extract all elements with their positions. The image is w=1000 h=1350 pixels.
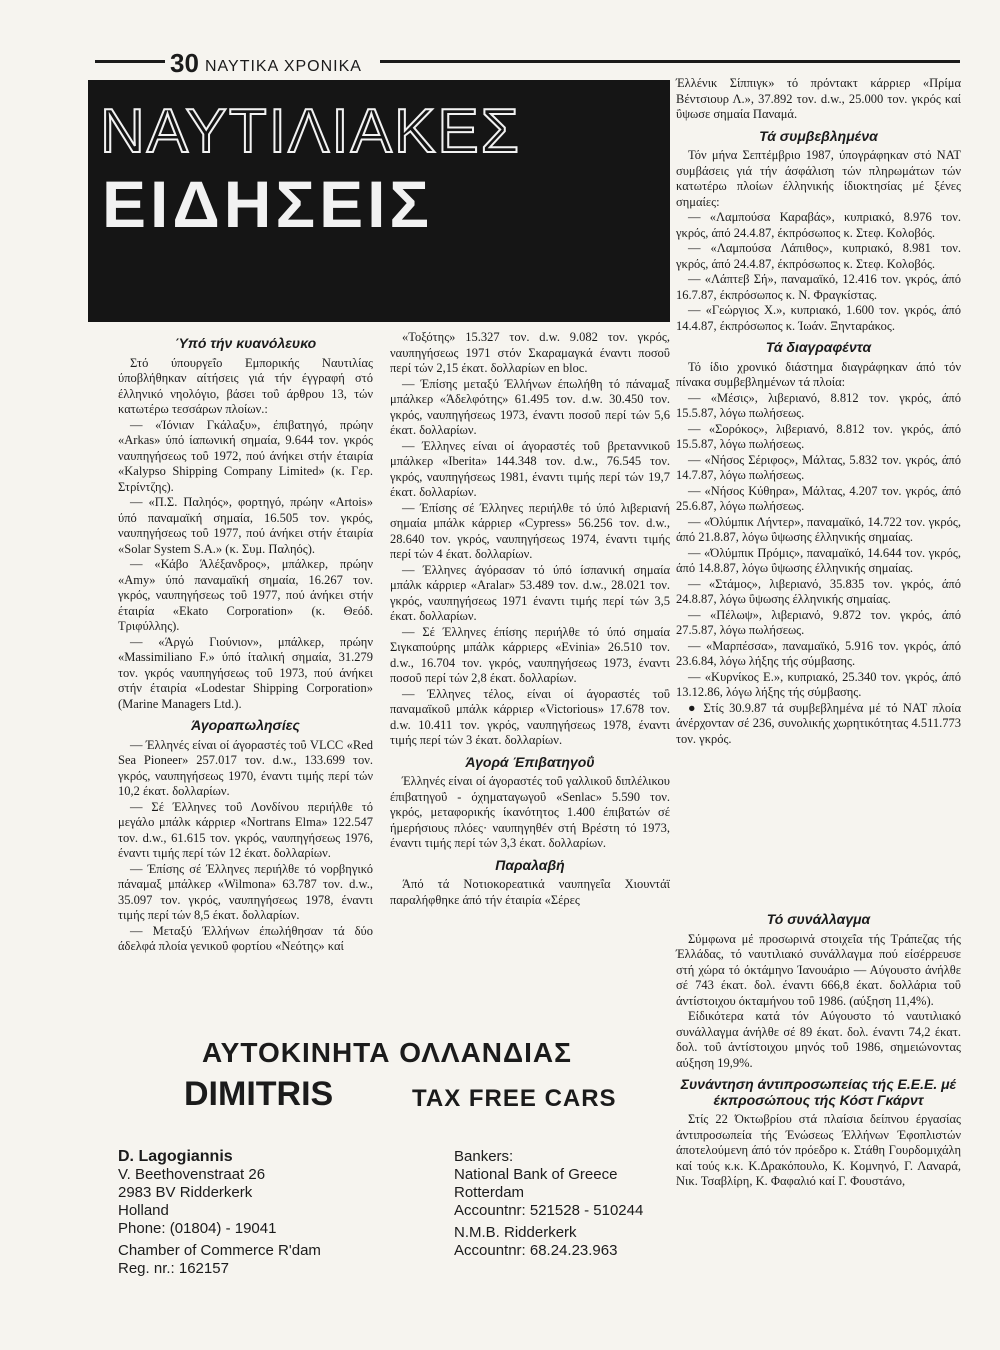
paragraph: — «Ίόνιαν Γκάλαξυ», έπιβατηγό, πρώην «Arkas» ύπό ίαπωνική σημαία, 9.644 τον. γκρός ναυπηγήσεως τοΰ 1972, πού άνήκει στήν έταιρία «Kalypso Shipping Company Limited» (κ. Γερ. Στρίντζης). <box>118 417 373 494</box>
ad-bank2: N.M.B. Ridderkerk <box>454 1224 577 1241</box>
heading-contracted: Τά συμβεβλημένα <box>759 127 878 144</box>
paragraph: — «Άργώ Γιούνιον», μπάλκερ, πρώην «Massimiliano F.» ύπό ίταλική σημαία, 31.279 τον. γκρός ναυπηγήσεως τοΰ 1973, πού άνήκει στήν έταιρία «Lodestar Shipping Corporation» (Marine Managers Ltd.). <box>118 634 373 711</box>
paragraph: «Τοξότης» 15.327 τον. d.w. 9.082 τον. γκρός, ναυπηγήσεως 1971 στόν Σκαραμαγκά έναντι ποσοΰ περί τών 2,15 έκατ. δολλαρίων en bloc. <box>390 330 670 375</box>
paragraph: — Έπίσης σέ Έλληνες περιήλθε τό νορβηγικό πάναμαξ μπάλκερ «Wilmona» 63.787 τον. d.w., 35.097 τον. γκρός, ναυπηγήσεως 1978, έναντι τιμής περί τών 8,5 έκατ. δολλαρίων. <box>118 861 373 922</box>
ad-contact <box>118 1148 321 1278</box>
paragraph: — «Κυρνίκος Ε.», κυπριακό, 25.340 τον. γκρός, άπό 13.12.86, λόγω λήξης τής σύμβασης. <box>676 669 961 699</box>
paragraph: Έλληνές είναι οί άγοραστές τοΰ γαλλικοΰ διπλέλικου έπιβατηγοΰ - όχηματαγωγοΰ «Senlac» 5.590 τον. γκρός, μεταφορικής ίκανότητος 1.400 έπιβατών σέ ήμερήσιους πλόες· ναυπηγηθέν στή Βρέστη τό 1973, έναντι τιμής περί τών 3,3 έκατ. δολλαρίων. <box>390 774 670 850</box>
paragraph: Είδικότερα κατά τόν Αύγουστο τό ναυτιλιακό συνάλλαγμα άνήλθε σέ 89 έκατ. δολ. έναντι 74,2 έκατ. δολ. τοΰ άντίστοιχου μηνός τοΰ 1986, σημειώνοντας αύξηση 19,9%. <box>676 1009 961 1070</box>
article-column-3-lower <box>676 906 961 1190</box>
paragraph: — «Λάπτεβ Σή», παναμαϊκό, 12.416 τον. γκρός, άπό 16.7.87, έκπρόσωπος κ. Ν. Φραγκίστας. <box>676 272 961 302</box>
article-column-2 <box>390 330 670 908</box>
paragraph: Τό ίδιο χρονικό διάστημα διαγράφηκαν άπό τόν πίνακα συμβεβλημένων τά πλοία: <box>676 359 961 389</box>
paragraph: — «Πέλωψ», λιβεριανό, 9.872 τον. γκρός, άπό 27.5.87, λόγω πωλήσεως. <box>676 607 961 637</box>
paragraph: — «Μαρπέσσα», παναμαϊκό, 5.916 τον. γκρός, άπό 23.6.84, λόγω λήξης τής σύμβασης. <box>676 638 961 668</box>
paragraph: — «Λαμπούσα Λάπιθος», κυπριακό, 8.981 τον. γκρός, άπό 24.4.87, έκπρόσωπος κ. Στεφ. Κολοβός. <box>676 241 961 271</box>
ad-bankers-label: Bankers: <box>454 1148 514 1165</box>
paragraph: — «Μέσις», λιβεριανό, 8.812 τον. γκρός, άπό 15.5.87, λόγω πωλήσεως. <box>676 390 961 420</box>
paragraph: — «Νήσος Σέριφος», Μάλτας, 5.832 τον. γκρός, άπό 14.7.87, λόγω πωλήσεως. <box>676 452 961 482</box>
paragraph: — «Λαμπούσα Καραβάς», κυπριακό, 8.976 τον. γκρός, άπό 24.4.87, έκπρόσωπος κ. Στεφ. Κολοβός. <box>676 210 961 240</box>
paragraph: — «Νήσος Κύθηρα», Μάλτας, 4.207 τον. γκρός, άπό 25.6.87, λόγω πωλήσεως. <box>676 483 961 513</box>
ad-bank1-account: Accountnr: 521528 - 510244 <box>454 1202 644 1219</box>
paragraph: — «Π.Σ. Παληός», φορτηγό, πρώην «Artois» ύπό παναμαϊκή σημαία, 16.505 τον. γκρός, ναυπηγήσεως τοΰ 1977, πού άνήκει στήν έταιρία «Solar System S.A.» (κ. Συμ. Παληός). <box>118 495 373 556</box>
paragraph: — Έπίσης σέ Έλληνες περιήλθε τό ύπό λιβεριανή σημαία μπάλκ κάρριερ «Cypress» 56.256 τον. d.w., 28.640 τον. γκρός, ναυπηγήσεως 1974, έναντι τιμής περί τών 4 έκατ. δολλαρίων. <box>390 500 670 561</box>
ad-reg: Reg. nr.: 162157 <box>118 1260 229 1277</box>
paragraph: Τόν μήνα Σεπτέμβριο 1987, ύπογράφηκαν στό ΝΑΤ συμβάσεις γιά τήν άσφάλιση τών πληρωμάτων τών κατωτέρω πλοίων έλληνικής ίδιοκτησίας μέ ξένες σημαίες: <box>676 148 961 209</box>
article-column-1 <box>118 330 373 955</box>
paragraph: — Σέ Έλληνες έπίσης περιήλθε τό ύπό σημαία Σιγκαπούρης μπάλκ κάρριερς «Evinia» 26.510 τον. d.w., 16.704 τον. γκρός, ναυπηγήσεως 1973, έναντι ποσοΰ περί τών 2,8 έκατ. δολλαρίων. <box>390 624 670 685</box>
paragraph: Στίς 22 Όκτωβρίου στά πλαίσια δείπνου έργασίας άντιπροσωπεία τής Ένώσεως Έλλήνων Έφοπλιστών άποτελούμενη άπό τόν πρόεδρο κ. Στάθη Γουρδομιχάλη καί τούς κ.κ. Κ.Δρακόπουλο, Κ. Κομνηνό, Γ. Λαναρά, Νικ. Τσαβλίρη, Κ. Φαφαλιό καί Γ. Φουστάνο, <box>676 1112 961 1188</box>
paragraph: ● Στίς 30.9.87 τά συμβεβλημένα μέ τό ΝΑΤ πλοία άνέρχονταν σέ 236, συνολικής χωρητικότητας 4.511.773 τον. γκρός. <box>676 700 961 746</box>
paragraph: — «Όλύμπικ Λήντερ», παναμαϊκό, 14.722 τον. γκρός, άπό 21.8.87, λόγω ΰψωσης έλληνικής σημαίας. <box>676 514 961 544</box>
paragraph: — Έπίσης μεταξύ Έλλήνων έπωλήθη τό πάναμαξ μπάλκερ «Άδελφότης» 61.495 τον. d.w. 30.450 τον. γκρός, ναυπηγήσεως 1973, έναντι ποσοΰ περί τών 5,6 έκατ. δολλαρίων. <box>390 376 670 437</box>
ship-illustration <box>138 320 670 322</box>
ad-city: 2983 BV Ridderkerk <box>118 1184 253 1201</box>
ad-headline: ΑΥΤΟΚΙΝΗΤΑ ΟΛΛΑΝΔΙΑΣ <box>202 1037 572 1068</box>
ad-street: V. Beethovenstraat 26 <box>118 1166 266 1183</box>
heading-deleted: Τά διαγραφέντα <box>765 339 872 355</box>
paragraph: Έλλένικ Σίππιγκ» τό πρόντακτ κάρριερ «Πρίμα Βέντσιουρ Λ.», 37.892 τον. d.w., 25.000 τον. γκρός καί ΰψωσε σημαία Παναμά. <box>676 76 961 121</box>
ad-bank1: National Bank of Greece <box>454 1166 618 1183</box>
ad-country: Holland <box>118 1202 169 1219</box>
header-rule-left <box>95 60 165 63</box>
paragraph: — «Σορόκος», λιβεριανό, 8.812 τον. γκρός, άπό 15.5.87, λόγω πωλήσεως. <box>676 421 961 451</box>
page-number: 30 <box>170 48 199 78</box>
paragraph: Στό ύπουργεΐο Εμπορικής Ναυτιλίας ύποβλήθηκαν αίτήσεις γιά τήν έγγραφή στό έλληνικό νηολόγιο, βάσει τοΰ άρθρου 13, τών κατωτέρω τεσσάρων πλοίων.: <box>118 355 373 416</box>
paragraph: — Έλληνες άγόρασαν τό ύπό ίσπανική σημαία μπάλκ κάρριερ «Aralar» 53.489 τον. d.w., 28.021 τον. γκρός, ναυπηγήσεως 1971 έναντι τιμής περί τών 3,5 έκατ. δολλαρίων. <box>390 562 670 623</box>
heading-passenger: Άγορά Έπιβατηγοΰ <box>465 753 595 770</box>
ad-bank2-account: Accountnr: 68.24.23.963 <box>454 1242 618 1259</box>
heading-meeting: Συνάντηση άντιπροσωπείας τής Ε.Ε.Ε. μέ έκπροσώπους τής Κόστ Γκάρντ <box>680 1076 957 1108</box>
paragraph: — «Όλύμπικ Πρόμις», παναμαϊκό, 14.644 τον. γκρός, άπό 14.8.87, λόγω ΰψωσης έλληνικής σημαίας. <box>676 545 961 575</box>
paragraph: — «Κάβο Άλέξανδρος», μπάλκερ, πρώην «Amy» ύπό παναμαϊκή σημαία, 16.267 τον. γκρός, ναυπηγήσεως τοΰ 1977, πού άνήκει στήν έταιρία «Ekato Corporation» (κ. Θεόδ. Τριφύλλης). <box>118 557 373 633</box>
car-advertisement <box>118 1025 673 1277</box>
paragraph: — «Γεώργιος Χ.», κυπριακό, 1.600 τον. γκρός, άπό 14.4.87, έκπρόσωπος κ. Ίωάν. Ξηνταράκος. <box>676 303 961 333</box>
section-banner <box>88 80 670 322</box>
heading-sales: Άγοραπωλησίες <box>191 717 300 733</box>
paragraph: — Μεταξύ Έλλήνων έπωλήθησαν τά δύο άδελφά πλοία γενικοΰ φορτίου «Νεότης» καί <box>118 923 373 953</box>
paragraph: — Έλληνες είναι οί άγοραστές τοΰ βρεταννικοΰ μπάλκερ «Iberita» 144.348 τον. d.w., 76.545 τον. γκρός, ναυπηγήσεως 1981, έναντι τιμής περί τών 19,7 έκατ. δολλαρίων. <box>390 438 670 499</box>
banner-title-line1: ΝΑΥΤΙΛΙΑΚΕΣ <box>100 97 522 166</box>
heading-fx: Τό συνάλλαγμα <box>766 911 871 927</box>
heading-delivery: Παραλαβή <box>495 856 565 873</box>
paragraph: — Έλληνες τέλος, είναι οί άγοραστές τοΰ παναμαϊκοΰ μπάλκ κάρριερ «Victorious» 17.678 τον. d.w. 10.411 τον. γκρός, ναυπηγήσεως 1978, έναντι τιμής περί τών 3 έκατ. δολλαρίων. <box>390 686 670 747</box>
article-column-3 <box>676 76 961 747</box>
ad-brand: DIMITRIS <box>184 1075 334 1113</box>
ad-chamber: Chamber of Commerce R'dam <box>118 1242 321 1259</box>
paragraph: Άπό τά Νοτιοκορεατικά ναυπηγεΐα Χιουντάϊ παραλήφθηκε άπό τήν έταιρία «Σέρες <box>390 877 670 907</box>
banner-title-line2: ΕΙΔΗΣΕΙΣ <box>102 167 434 241</box>
paragraph: — Έλληνές είναι οί άγοραστές τοΰ VLCC «Red Sea Pioneer» 257.017 τον. d.w., 133.699 τον. γκρός, ναυπηγήσεως 1970, έναντι τιμής περί τών 10,2 έκατ. δολλαρίων. <box>118 737 373 798</box>
paragraph: — «Στάμος», λιβεριανό, 35.835 τον. γκρός, άπό 24.8.87, λόγω ΰψωσης έλληνικής σημαίας. <box>676 576 961 606</box>
paragraph: Σύμφωνα μέ προσωρινά στοιχεΐα τής Τράπεζας τής Έλλάδας, τό ναυτιλιακό συνάλλαγμα πού είσέρρευσε στή χώρα τό όκτάμηνο Ίανουάριο — Αύγουστο άνήλθε σέ 743 έκατ. δολ. έναντι 666,8 έκατ. δολλάρια τοΰ άντίστοιχου όκταμήνου τοΰ 1986. (αύξηση 11,4%). <box>676 931 961 1008</box>
ad-contact-name: D. Lagogiannis <box>118 1148 233 1165</box>
heading-flag: Ύπό τήν κυανόλευκο <box>174 335 317 351</box>
ad-bank1-city: Rotterdam <box>454 1184 525 1201</box>
magazine-title: ΝΑΥΤΙΚΑ ΧΡΟΝΙΚΑ <box>205 58 362 75</box>
header-rule-right <box>380 60 960 63</box>
paragraph: — Σέ Έλληνες τοΰ Λονδίνου περιήλθε τό μεγάλο μπάλκ κάρριερ «Nortrans Elma» 122.547 τον. d.w., 61.615 τον. γκρός, ναυπηγήσεως 1976, έναντι τιμής περί τών 12 έκατ. δολλαρίων. <box>118 799 373 860</box>
ad-bankers <box>454 1148 643 1260</box>
ad-phone: Phone: (01804) - 19041 <box>118 1220 277 1237</box>
ad-tagline: TAX FREE CARS <box>412 1085 617 1112</box>
